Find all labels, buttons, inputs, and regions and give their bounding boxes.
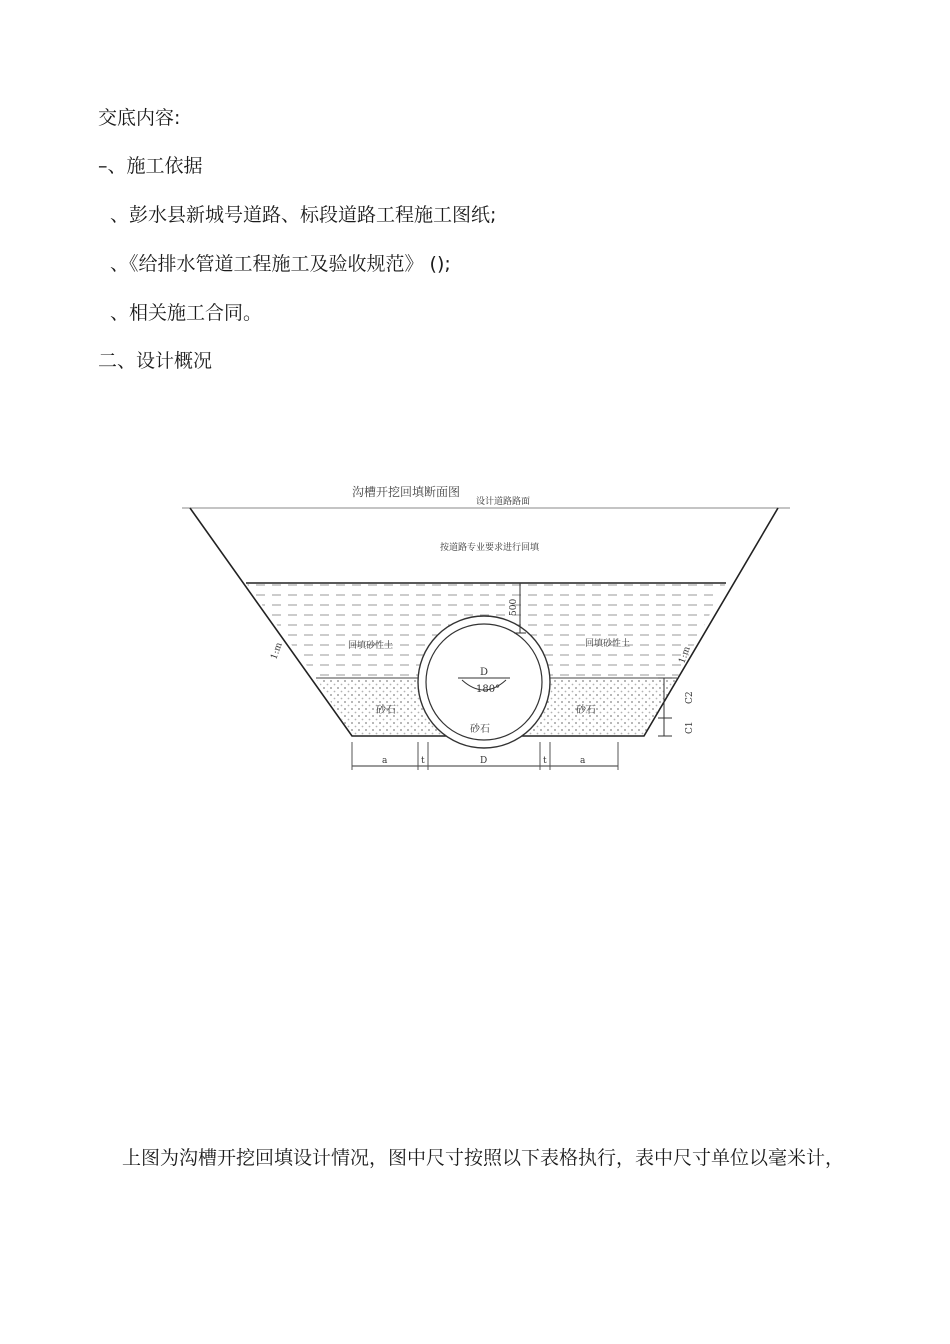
heading-handover-content: 交底内容: (98, 107, 181, 129)
dim-a-left: a (382, 756, 388, 766)
section-2-title: 二、设计概况 (98, 350, 213, 372)
upper-fill-label: 按道路专业要求进行回填 (440, 543, 540, 553)
right-gravel-label: 砂石 (576, 705, 596, 716)
bedding-angle-label: 180° (476, 684, 501, 695)
basis-item-3: 、相关施工合同。 (110, 302, 263, 324)
bottom-gravel-label: 砂石 (470, 724, 490, 735)
left-slope-label: 1:m (269, 641, 285, 662)
pipe-diameter-label: D (480, 667, 489, 678)
section-1-title: –、施工依据 (98, 155, 203, 177)
dim-t-right: t (543, 756, 547, 766)
left-gravel-label: 砂石 (376, 705, 396, 716)
pipe-inner (426, 624, 542, 740)
dim-a-right: a (580, 756, 586, 766)
depth-label: 500 (509, 598, 519, 616)
c1-label: C1 (685, 721, 695, 734)
dim-t-left: t (421, 756, 425, 766)
left-sandy-soil-label: 回填砂性土 (348, 641, 394, 651)
trench-cross-section-diagram (0, 470, 950, 780)
right-sandy-soil-label: 回填砂性土 (585, 639, 631, 649)
basis-item-2: 、《给排水管道工程施工及验收规范》 (); (110, 253, 451, 275)
diagram-title: 沟槽开挖回填断面图 (352, 485, 461, 499)
right-slope-label: 1:m (677, 645, 693, 666)
basis-item-1: 、彭水县新城号道路、标段道路工程施工图纸; (110, 204, 497, 226)
road-surface-label: 设计道路路面 (476, 497, 531, 507)
c2-label: C2 (685, 691, 695, 704)
dim-d: D (480, 756, 488, 766)
footer-paragraph: 上图为沟槽开挖回填设计情况，图中尺寸按照以下表格执行，表中尺寸单位以毫米计， (122, 1147, 845, 1169)
